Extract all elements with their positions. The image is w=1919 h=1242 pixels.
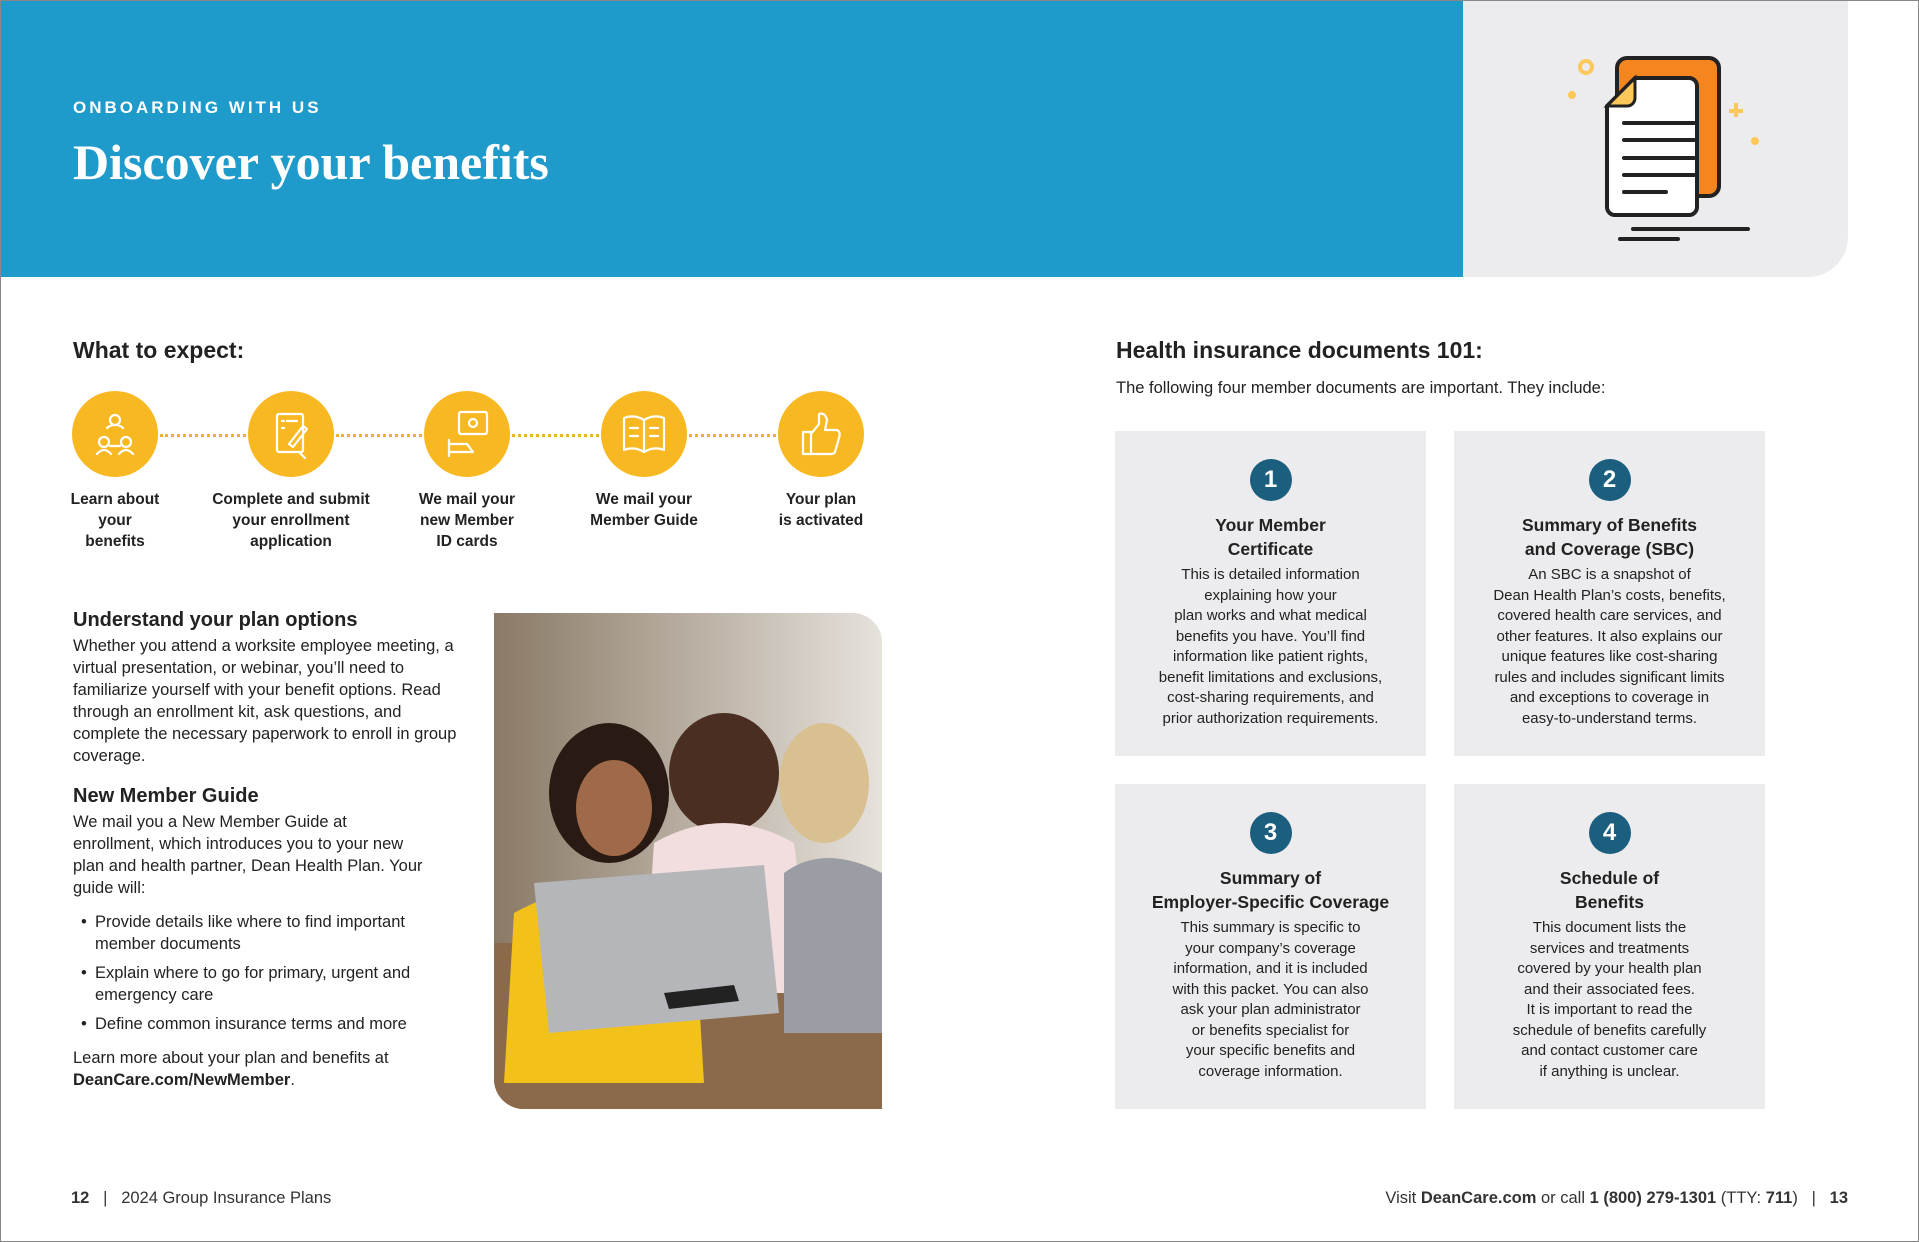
card-title: Schedule of Benefits (1559, 868, 1660, 912)
card-text: This summary is specific to your company’s coverage information, and it is included with this packet. You can also ask your plan administrator or benefits specialist for your specific benefits and coverage information. (1172, 919, 1369, 1080)
card-title: Summary of Benefits and Coverage (SBC) (1521, 515, 1698, 559)
bullet-item: • Define common insurance terms and more (73, 1013, 453, 1035)
step-1 (25, 391, 205, 552)
card-number-badge: 2 (1589, 459, 1631, 501)
site-link[interactable]: DeanCare.com (1420, 1189, 1537, 1207)
page-number-left: 12 (71, 1189, 90, 1207)
step-label: We mail your new Member ID cards (418, 491, 516, 550)
id-card-hand-icon (437, 404, 497, 464)
thumbs-up-icon (791, 404, 851, 464)
plan-options-heading: Understand your plan options (73, 609, 358, 631)
step-circle (601, 391, 687, 477)
footer-left (71, 1189, 331, 1208)
page-title: Discover your benefits (73, 134, 549, 190)
phone-number: 1 (800) 279-1301 (1589, 1189, 1717, 1207)
step-circle (248, 391, 334, 477)
header-illustration-panel (1463, 1, 1848, 277)
card-text: An SBC is a snapshot of Dean Health Plan’s costs, benefits, covered health care services, and other features. It also explains our unique features like cost-sharing rules and includes significant limits and exceptions to coverage in easy-to-understand terms. (1493, 566, 1726, 727)
documents-intro: The following four member documents are important. They include: (1116, 379, 1606, 397)
card-text: This document lists the services and treatments covered by your health plan and their associated fees. It is important to read the schedule of benefits carefully and contact customer care if anything is unclear. (1512, 919, 1707, 1080)
bullet-item: • Provide details like where to find important member documents (73, 911, 453, 955)
plan-options-text: Whether you attend a worksite employee meeting, a virtual presentation, or webinar, you’ll need to familiarize yourself with your benefit options. Read through an enrollment kit, ask questions, and complete the necessary paperwork to enroll in group coverage. (73, 637, 457, 765)
period: . (290, 1071, 295, 1089)
document-card-1 (1115, 431, 1426, 756)
step-label: Complete and submit your enrollment application (212, 491, 370, 550)
visit-text: Visit (1385, 1189, 1421, 1207)
step-label: Learn about your benefits (70, 491, 160, 550)
card-text: This is detailed information explaining how your plan works and what medical benefits you have. You’ll find information like patient rights, benefit limitations and exclusions, cost-sharing requirements, and prior authorization requirements. (1158, 566, 1383, 727)
step-label: Your plan is activated (778, 491, 864, 529)
people-at-laptop-photo (494, 613, 882, 1109)
documents-icon (1463, 1, 1848, 277)
step-2 (201, 391, 381, 552)
guide-text: We mail you a New Member Guide at enrollment, which introduces you to your new plan and health partner, Dean Health Plan. Your guide will: (73, 813, 423, 897)
page-number-right: 13 (1829, 1189, 1848, 1207)
footer-right (1385, 1189, 1848, 1208)
separator: | (1811, 1189, 1816, 1207)
separator: | (103, 1189, 108, 1207)
step-circle (778, 391, 864, 477)
or-call-text: or call (1536, 1189, 1590, 1207)
card-number-badge: 1 (1250, 459, 1292, 501)
guide-bullets (73, 911, 453, 1035)
what-to-expect-heading: What to expect: (73, 337, 245, 363)
step-circle (424, 391, 510, 477)
card-title: Summary of Employer-Specific Coverage (1151, 868, 1390, 912)
document-card-4 (1454, 784, 1765, 1109)
bullet-item: • Explain where to go for primary, urgent and emergency care (73, 962, 453, 1006)
card-title: Your Member Certificate (1215, 515, 1326, 559)
footer-publication: 2024 Group Insurance Plans (121, 1189, 332, 1207)
book-icon (614, 404, 674, 464)
header-kicker: ONBOARDING WITH US (73, 98, 322, 117)
tty-close: ) (1792, 1189, 1798, 1207)
learn-more-text: Learn more about your plan and benefits at (73, 1049, 389, 1067)
tty-label: (TTY: (1716, 1189, 1766, 1207)
step-3 (377, 391, 557, 552)
step-circle (72, 391, 158, 477)
step-5 (731, 391, 911, 531)
card-number-badge: 4 (1589, 812, 1631, 854)
step-label: We mail your Member Guide (590, 491, 698, 529)
tty-number: 711 (1765, 1189, 1793, 1207)
new-member-link[interactable]: DeanCare.com/NewMember (73, 1071, 291, 1089)
form-pen-icon (261, 404, 321, 464)
card-number-badge: 3 (1250, 812, 1292, 854)
document-card-3 (1115, 784, 1426, 1109)
step-4 (554, 391, 734, 531)
documents-heading: Health insurance documents 101: (1116, 337, 1483, 363)
new-member-guide-heading: New Member Guide (73, 785, 259, 807)
plan-options-section (73, 609, 468, 1091)
document-card-2 (1454, 431, 1765, 756)
people-icon (85, 404, 145, 464)
